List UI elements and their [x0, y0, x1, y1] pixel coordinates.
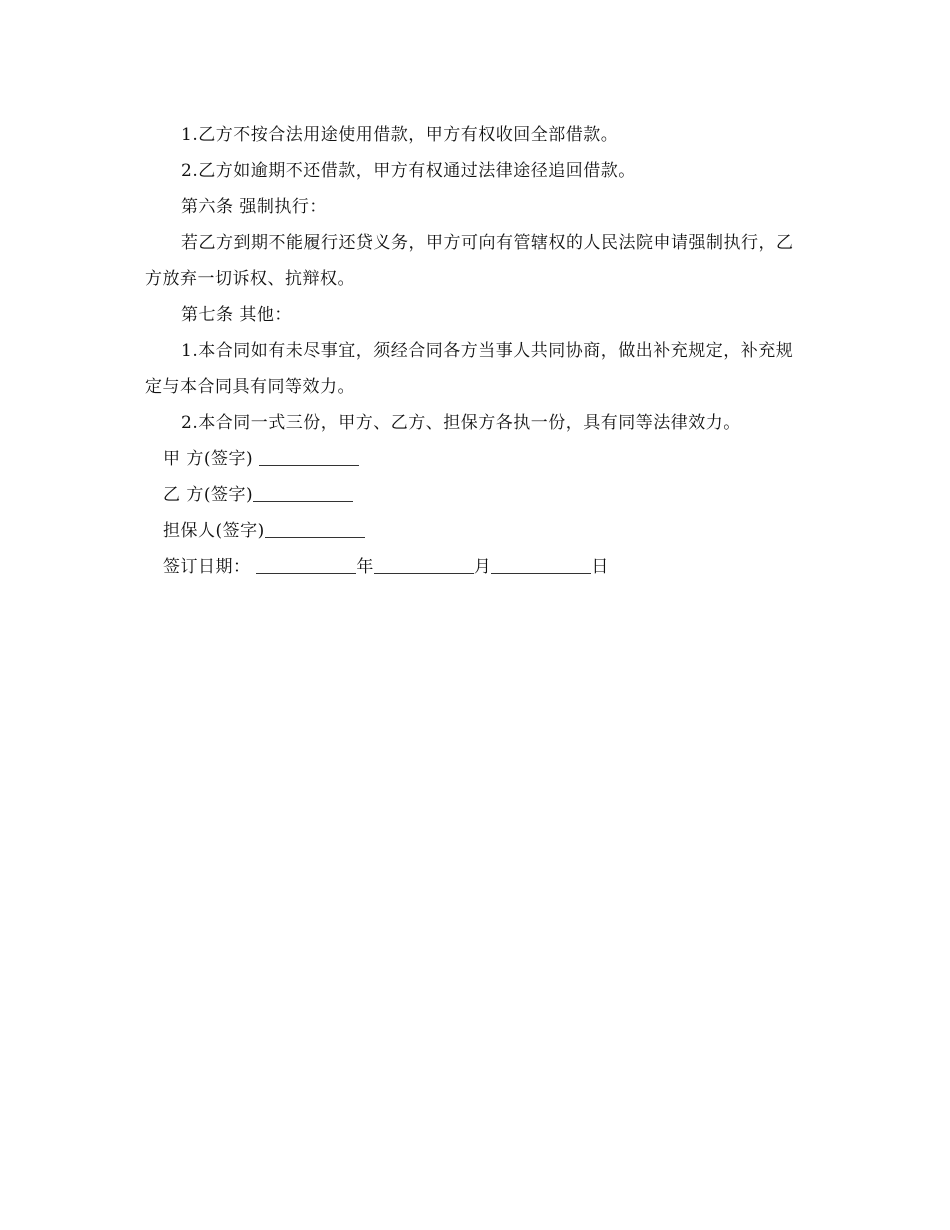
guarantor-label: 担保人(签字): [163, 521, 265, 541]
month-blank: [374, 555, 474, 574]
year-label: 年: [356, 557, 374, 577]
clause-item-1: 1.乙方不按合法用途使用借款，甲方有权收回全部借款。: [181, 125, 619, 145]
signing-date-label: 签订日期：: [163, 557, 251, 577]
party-a-signature: [145, 441, 805, 477]
article-6-text: 若乙方到期不能履行还贷义务，甲方可向有管辖权的人民法院申请强制执行，乙方放弃一切诉权、抗辩权。: [145, 233, 794, 289]
clause-item-2: 2.乙方如逾期不还借款，甲方有权通过法律途径追回借款。: [181, 161, 636, 181]
article-7-heading: 第七条 其他：: [181, 305, 292, 325]
party-a-label: 甲 方(签字): [163, 449, 254, 469]
document-body: [145, 117, 805, 585]
article-7-item-1: 1.本合同如有未尽事宜，须经合同各方当事人共同协商，做出补充规定，补充规定与本合同具有同等效力。: [145, 341, 794, 397]
guarantor-signature: [145, 513, 805, 549]
signing-date: [145, 549, 805, 585]
article-7-item-2: 2.本合同一式三份，甲方、乙方、担保方各执一份，具有同等法律效力。: [181, 413, 741, 433]
day-label: 日: [591, 557, 609, 577]
party-b-signature-blank: [253, 483, 353, 502]
party-b-label: 乙 方(签字): [163, 485, 254, 505]
guarantor-signature-blank: [265, 519, 365, 538]
month-label: 月: [473, 557, 492, 577]
year-blank: [256, 555, 356, 574]
day-blank: [491, 555, 591, 574]
party-b-signature: [145, 477, 805, 513]
party-a-signature-blank: [259, 447, 359, 466]
article-6-heading: 第六条 强制执行：: [181, 197, 327, 217]
